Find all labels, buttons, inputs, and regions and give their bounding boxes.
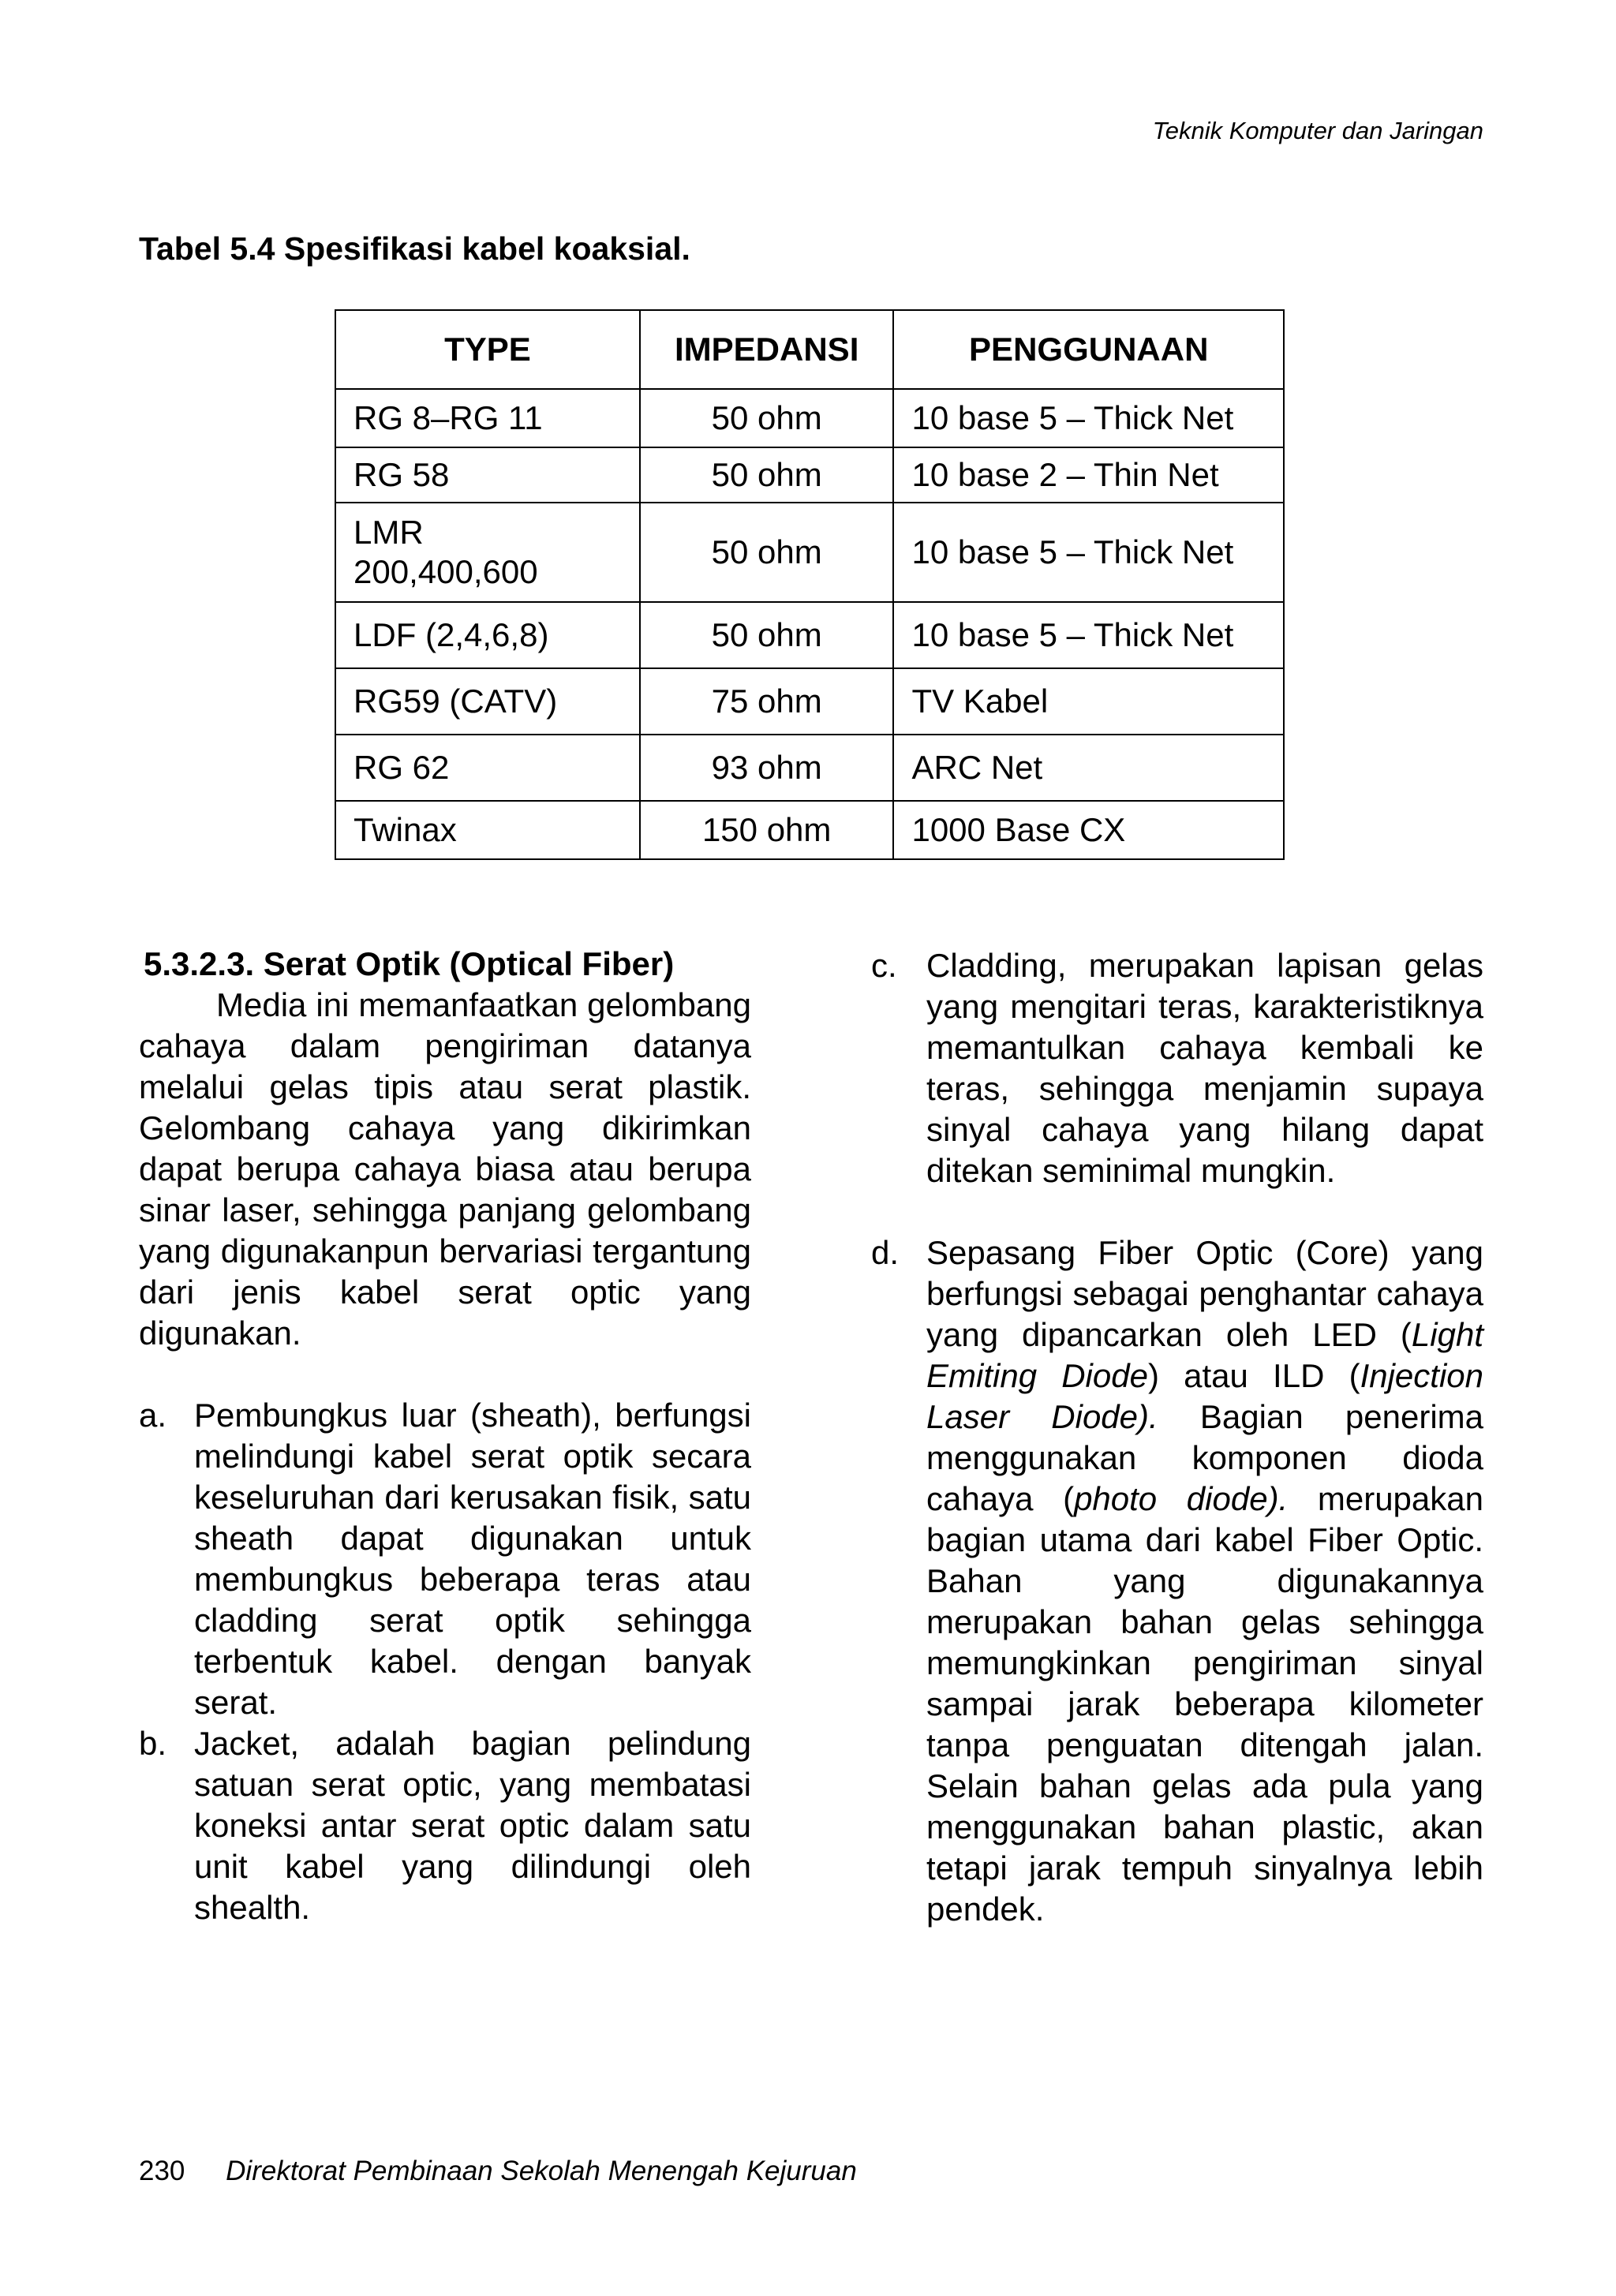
page-footer: [139, 2156, 857, 2187]
table-row: [335, 447, 1284, 503]
list-marker: a.: [139, 1397, 167, 1434]
cell-penggunaan: 10 base 5 – Thick Net: [893, 602, 1284, 668]
column-header-type: TYPE: [335, 310, 640, 389]
cell-type: LDF (2,4,6,8): [335, 602, 640, 668]
table-header-row: [335, 310, 1284, 389]
cell-type: RG 58: [335, 447, 640, 503]
table-row: [335, 668, 1284, 735]
cell-impedansi: 50 ohm: [640, 447, 894, 503]
cell-impedansi: 50 ohm: [640, 602, 894, 668]
table-row: [335, 389, 1284, 447]
cell-penggunaan: ARC Net: [893, 735, 1284, 801]
list-item-c: [871, 945, 1483, 1191]
cell-penggunaan: 1000 Base CX: [893, 801, 1284, 859]
list-item-text: Jacket, adalah bagian pelindung satuan serat optic, yang membatasi koneksi antar serat optic dalam satu unit kabel yang dilindungi oleh shealth.: [194, 1725, 751, 1926]
cell-penggunaan: 10 base 5 – Thick Net: [893, 503, 1284, 602]
cell-type: RG 8–RG 11: [335, 389, 640, 447]
list-item-text: Sepasang Fiber Optic (Core) yang berfungsi sebagai penghantar cahaya yang dipancarkan oleh LED (Light Emiting Diode) atau ILD (Injection Laser Diode). Bagian penerima menggunakan komponen dioda cahaya (photo diode). merupakan bagian utama dari kabel Fiber Optic. Bahan yang digunakannya merupakan bahan gelas sehingga memungkinkan pengiriman sinyal sampai jarak beberapa kilometer tanpa penguatan ditengah jalan. Selain bahan gelas ada pula yang menggunakan bahan plastic, akan tetapi jarak tempuh sinyalnya lebih pendek.: [926, 1234, 1484, 1928]
column-header-penggunaan: PENGGUNAAN: [893, 310, 1284, 389]
list-marker: c.: [871, 947, 897, 984]
cell-type: Twinax: [335, 801, 640, 859]
running-header: Teknik Komputer dan Jaringan: [1152, 117, 1483, 144]
list-marker: d.: [871, 1234, 900, 1271]
list-item-text: Pembungkus luar (sheath), berfungsi melindungi kabel serat optik secara keseluruhan dari kerusakan fisik, satu sheath dapat digunakan untuk membungkus beberapa teras atau cladding serat optik sehingga terbentuk kabel. dengan banyak serat.: [194, 1397, 751, 1721]
list-item-b: [139, 1723, 751, 1928]
cell-penggunaan: TV Kabel: [893, 668, 1284, 735]
right-column: [871, 945, 1483, 1930]
table-row: [335, 503, 1284, 602]
cell-penggunaan: 10 base 5 – Thick Net: [893, 389, 1284, 447]
cell-impedansi: 50 ohm: [640, 503, 894, 602]
page-number: 230: [139, 2156, 185, 2186]
column-header-impedansi: IMPEDANSI: [640, 310, 894, 389]
table-row: [335, 735, 1284, 801]
table-caption: Tabel 5.4 Spesifikasi kabel koaksial.: [139, 230, 690, 267]
table-row: [335, 602, 1284, 668]
cell-impedansi: 93 ohm: [640, 735, 894, 801]
cell-type: LMR 200,400,600: [335, 503, 640, 602]
list-item-text: Cladding, merupakan lapisan gelas yang mengitari teras, karakteristiknya memantulkan cahaya kembali ke teras, sehingga menjamin supaya sinyal cahaya yang hilang dapat ditekan seminimal mungkin.: [926, 947, 1483, 1189]
publisher-name: Direktorat Pembinaan Sekolah Menengah Kejuruan: [226, 2156, 857, 2186]
list-marker: b.: [139, 1725, 167, 1762]
left-column: [139, 944, 751, 1928]
cell-impedansi: 50 ohm: [640, 389, 894, 447]
section-heading: 5.3.2.3. Serat Optik (Optical Fiber): [144, 945, 675, 982]
table-row: [335, 801, 1284, 859]
coaxial-spec-table: [335, 309, 1285, 860]
list-item-a: [139, 1395, 751, 1723]
cell-impedansi: 150 ohm: [640, 801, 894, 859]
list-item-d: [871, 1232, 1483, 1930]
intro-paragraph: Media ini memanfaatkan gelombang cahaya dalam pengiriman datanya melalui gelas tipis atau serat plastik. Gelombang cahaya yang dikirimkan dapat berupa cahaya biasa atau berupa sinar laser, sehingga panjang gelombang yang digunakanpun bervariasi tergantung dari jenis kabel serat optic yang digunakan.: [139, 986, 751, 1352]
cell-penggunaan: 10 base 2 – Thin Net: [893, 447, 1284, 503]
cell-impedansi: 75 ohm: [640, 668, 894, 735]
cell-type: RG59 (CATV): [335, 668, 640, 735]
cell-type: RG 62: [335, 735, 640, 801]
